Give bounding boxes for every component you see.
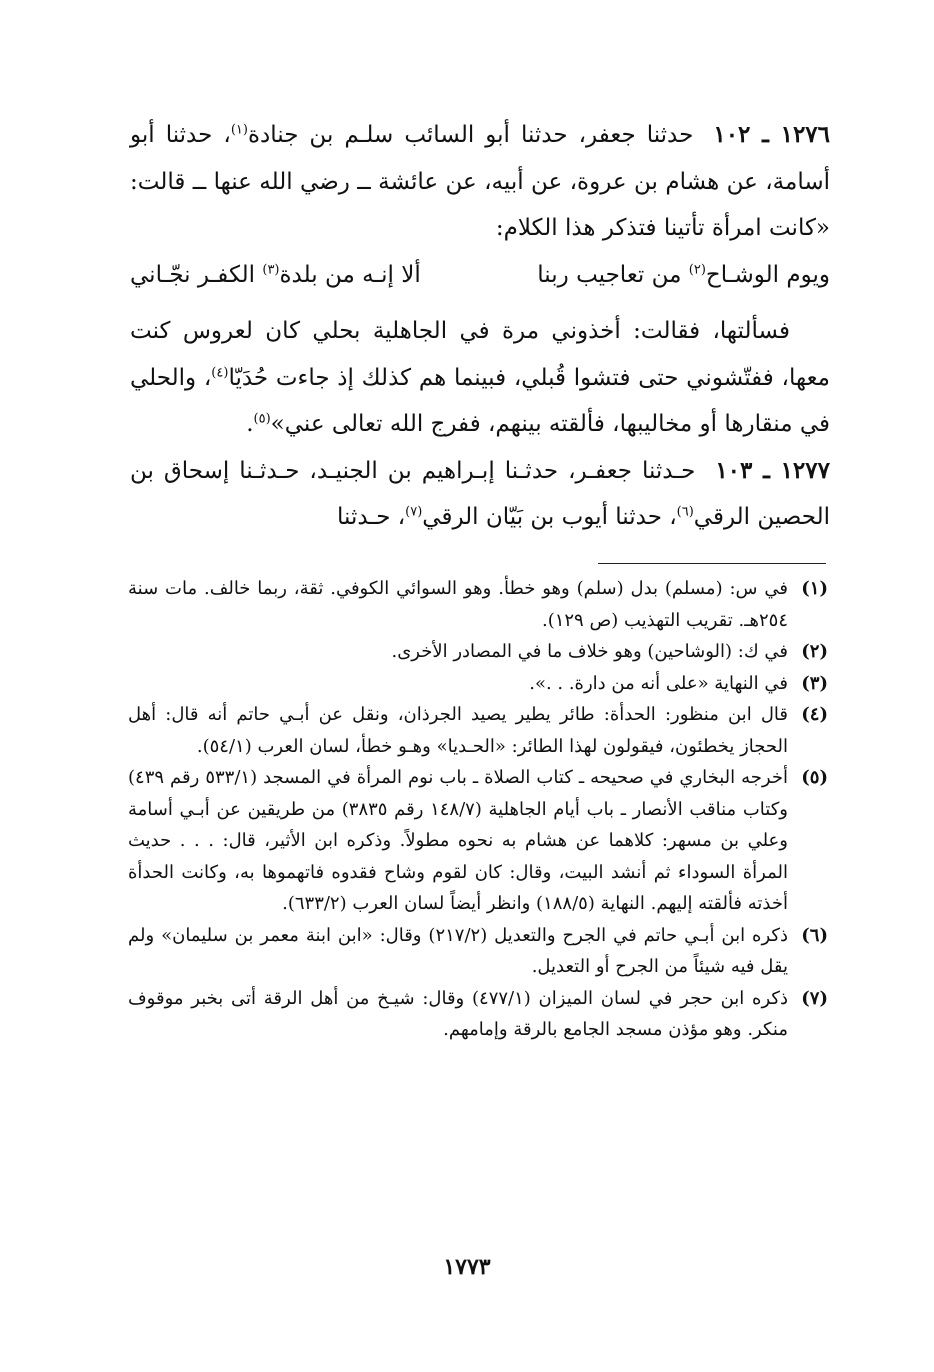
footnote-text: ذكره ابن حجر في لسان الميزان (٤٧٧/١) وقال: شيـخ من أهل الرقة أتى بخبر موقوف منكر. وهو مؤذن مسجد الجامع بالرقة وإمامهم. (128, 987, 788, 1040)
footnote-ref[interactable]: (٥) (253, 411, 271, 427)
hadith-1276-continuation: فسألتها، فقالت: أخذوني مرة في الجاهلية بحلي كان لعروس كنت معها، ففتّشوني حتى فتشوا قُبلي، فبينما هم كذلك إذ جاءت حُدَيّا$^{(٤)}$، والحلي في منقارها أو مخاليبها، فألقته بينهم، ففرج الله تعالى عني»$^{(٥)}$. (130, 318, 830, 437)
poetry-verse (130, 252, 830, 299)
footnote-text: في س: (مسلم) بدل (سلم) وهو خطأ. وهو السوائي الكوفي. ثقة، ربما خالف. مات سنة ٢٥٤هـ. تقريب التهذيب (ص ١٢٩). (128, 578, 788, 631)
footnote-marker: (٣) (801, 672, 828, 694)
footnote-ref[interactable]: (١) (230, 122, 248, 138)
footnote-item (128, 699, 828, 762)
hadith-number: ١٢٧٦ ـ ١٠٢ (713, 121, 831, 148)
footnote-text: أخرجه البخاري في صحيحه ـ كتاب الصلاة ـ باب نوم المرأة في المسجد (٥٣٣/١ رقم ٤٣٩) وكتاب مناقب الأنصار ـ باب أيام الجاهلية (١٤٨/٧ رقم ٣٨٣٥) من طريقين عن أبـي أسامة وعلي بن مسهر: كلاهما عن هشام به نحوه مطولاً. وذكره ابن الأثير، قال: . . . حديث المرأة السوداء ثم أنشد البيت، وقال: كان لقوم وشاح فقدوه فاتهموها به، وكانت الحدأة أخذته فألقته إليهم. النهاية (١٨٨/٥) وانظر أيضاً لسان العرب (٦٣٣/٢). (128, 767, 788, 914)
hadith-text: حدثنا جعفر، حدثنا أبو السائب سلـم بن جنادة (247, 122, 694, 148)
main-text (130, 112, 830, 541)
footnote-ref[interactable]: (٣) (262, 261, 280, 277)
hadith-number: ١٢٧٧ ـ ١٠٣ (715, 456, 830, 484)
footnotes (128, 573, 828, 1046)
hadith-text: حدثنا أبو أسامة، عن هشام بن عروة، عن أبيه، عن عائشة ــ رضي الله (130, 122, 830, 195)
footnote-text: في النهاية «على أنه من دارة. . .». (529, 672, 788, 694)
footnote-ref[interactable]: (٤) (211, 364, 229, 380)
footnote-item (128, 636, 828, 668)
footnote-marker: (٥) (801, 767, 828, 788)
footnote-item (128, 573, 828, 636)
footnote-item (128, 920, 828, 983)
footnote-divider (598, 563, 826, 564)
footnote-marker: (٤) (801, 704, 828, 725)
footnote-item (128, 983, 828, 1046)
footnote-text: ذكره ابن أبـي حاتم في الجرح والتعديل (٢١٧/٢) وقال: «ابن ابنة معمر بن سليمان» ولم يقل فيه شيئاً من الجرح أو التعديل. (128, 924, 788, 977)
footnote-marker: (٦) (801, 924, 828, 946)
footnote-ref[interactable]: (٢) (688, 261, 706, 277)
hadith-1277-opening: ١٢٧٧ ـ ١٠٣حـدثنا جعفـر، حدثـنا إبـراهيم بن الجنيـد، حـدثـنا إسحاق بن الحصين الرقي$^{(٦)}$، حدثنا أيوب بن بَيّان الرقي$^{(٧)}$، حـدثنا (130, 456, 830, 530)
footnote-ref[interactable]: (٦) (676, 504, 694, 520)
footnote-item (128, 762, 828, 920)
footnote-item (128, 668, 828, 700)
footnote-marker: (٧) (801, 987, 828, 1009)
hadith-1276-opening: ١٢٧٦ ـ ١٠٢حدثنا جعفر، حدثنا أبو السائب سلـم بن جنادة$^{(١)}$، حدثنا أبو أسامة، عن هشام بن عروة، عن أبيه، عن عائشة ــ رضي الله عنها ــ قالت: «كانت امرأة تأتينا فتذكر هذا الكلام: (130, 121, 831, 241)
verse-hemistich-first: ويوم الوشـاح$^{(٢)}$ من تعاجيب ربنا (537, 261, 830, 288)
footnote-ref[interactable]: (٧) (405, 504, 423, 520)
page-number: ١٧٧٣ (443, 1254, 491, 1280)
hadith-text: عنها ــ قالت: «كانت امرأة تأتينا فتذكر هذا الكلام: (130, 168, 830, 241)
footnote-marker: (٢) (801, 641, 828, 662)
verse-hemistich-second: ألا إنـه من بلدة$^{(٣)}$ الكفـر نجّـاني (130, 261, 421, 288)
footnote-marker: (١) (801, 578, 828, 599)
footnote-text: قال ابن منظور: الحدأة: طائر يطير يصيد الجرذان، ونقل عن أبـي حاتم أنه قال: أهل الحجاز يخطئون، فيقولون لهذا الطائر: «الحـديا» وهـو خطأ، لسان العرب (٥٤/١). (128, 704, 788, 757)
footnote-text: في ك: (الوشاحين) وهو خلاف ما في المصادر الأخرى. (391, 641, 788, 662)
